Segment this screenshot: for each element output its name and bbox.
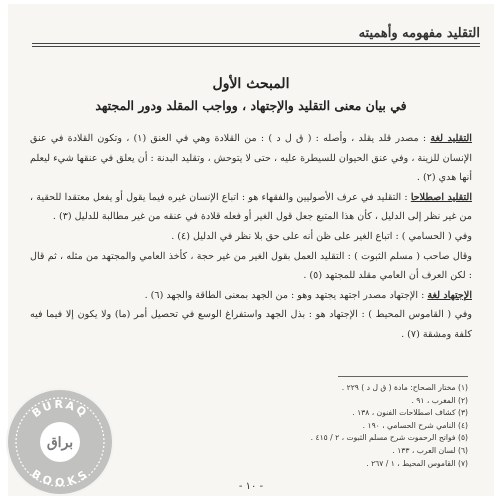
logo-bottom-text: BOOKS [29,467,91,490]
footnote: (٣) كشاف اصطلاحات الفنون ، ١٣٨ . [352,408,468,418]
paragraph [30,188,472,227]
running-header [32,22,480,48]
paragraph-text: وفي ( الحسامي ) : اتباع الغير على ظن أنه على حق بلا نظر في الدليل (٤) . [171,230,472,242]
paragraph [30,129,472,188]
footnotes [208,382,468,470]
footnote: (٥) فواتح الرحموت شرح مسلم الثبوت ، ٢ / ٤١٥ . [310,433,468,443]
footnote: (٢) المغرب ، ٩١ . [411,395,468,405]
footnote-separator [338,376,468,377]
header-double-rule [32,43,480,47]
header-title: التقليد مفهومه وأهميته [358,26,480,41]
paragraph [30,305,472,344]
paragraph-text: : التقليد في عرف الأصوليين والفقهاء هو : اتباع الإنسان غيره فيما يقول أو يفعل معتقدا للحقية ، من غير نظر إلى الدليل ، كأن هذا المتبع جعل قول الغير أو فعله قلادة في عنقه من غير مطالبة للدليل (٣) . [30,191,472,223]
paragraph-text: : مصدر قلد يقلد ، وأصله : ( ق ل د ) : من القلادة وهي في العنق (١) ، وتكون القلادة في عنق الإنسان للزينة ، وفي عنق الحيوان للسيطرة عليه ، حتى لا يتوحش ، وتقليد البدنة : أن يعلق في عنقها شيء ليعلم أنها هدي (٢) . [30,133,472,184]
section-heading: المبحث الأول [212,76,290,92]
paragraph-term: الإجتهاد لغة [427,289,472,301]
logo-center-calligraphy: براق [46,435,74,451]
logo-emblem [8,390,112,494]
paragraph [30,227,472,247]
page-number: - ١٠ - [238,481,264,492]
paragraph [30,247,472,286]
footnote: (٤) النامي شرح الحسامي ، ١٩٠ . [362,420,468,430]
footnote: (٦) لسان العرب ، ١٣٣ . [392,445,468,455]
footnote: (١) مختار الصحاح: مادة ( ق ل د ) ٢٢٩ . [341,383,468,392]
paragraph-text: وفي ( القاموس المحيط ) : الإجتهاد هو : بذل الجهد واستفراغ الوسع في تحصيل أمر (ما) ولا يكون إلا فيما فيه كلفة ومشقة (٧) . [30,309,472,340]
paragraph [30,286,472,306]
paragraph-text: : الإجتهاد مصدر اجتهد يجتهد وهو : من الجهد بمعنى الطاقة والجهد (٦) . [144,289,425,301]
buraq-books-watermark-logo [6,388,114,496]
footnote: (٧) القاموس المحيط ، ١ / ٢٦٧ . [366,458,468,468]
section-subtitle: في بيان معنى التقليد والإجتهاد ، وواجب المقلد ودور المجتهد [95,98,407,113]
logo-top-text: BURAQ [29,397,91,421]
paragraph-text: وقال صاحب ( مسلم الثبوت ) : التقليد العمل بقول الغير من غير حجة ، كأخذ العامي والمجتهد من مثله ، ثم قال : لكن العرف أن العامي مقلد للمجتهد (٥) . [30,250,472,282]
paragraph-term: التقليد اصطلاحا [410,191,472,203]
body-text [30,129,472,345]
paragraph-term: التقليد لغة [430,133,472,144]
